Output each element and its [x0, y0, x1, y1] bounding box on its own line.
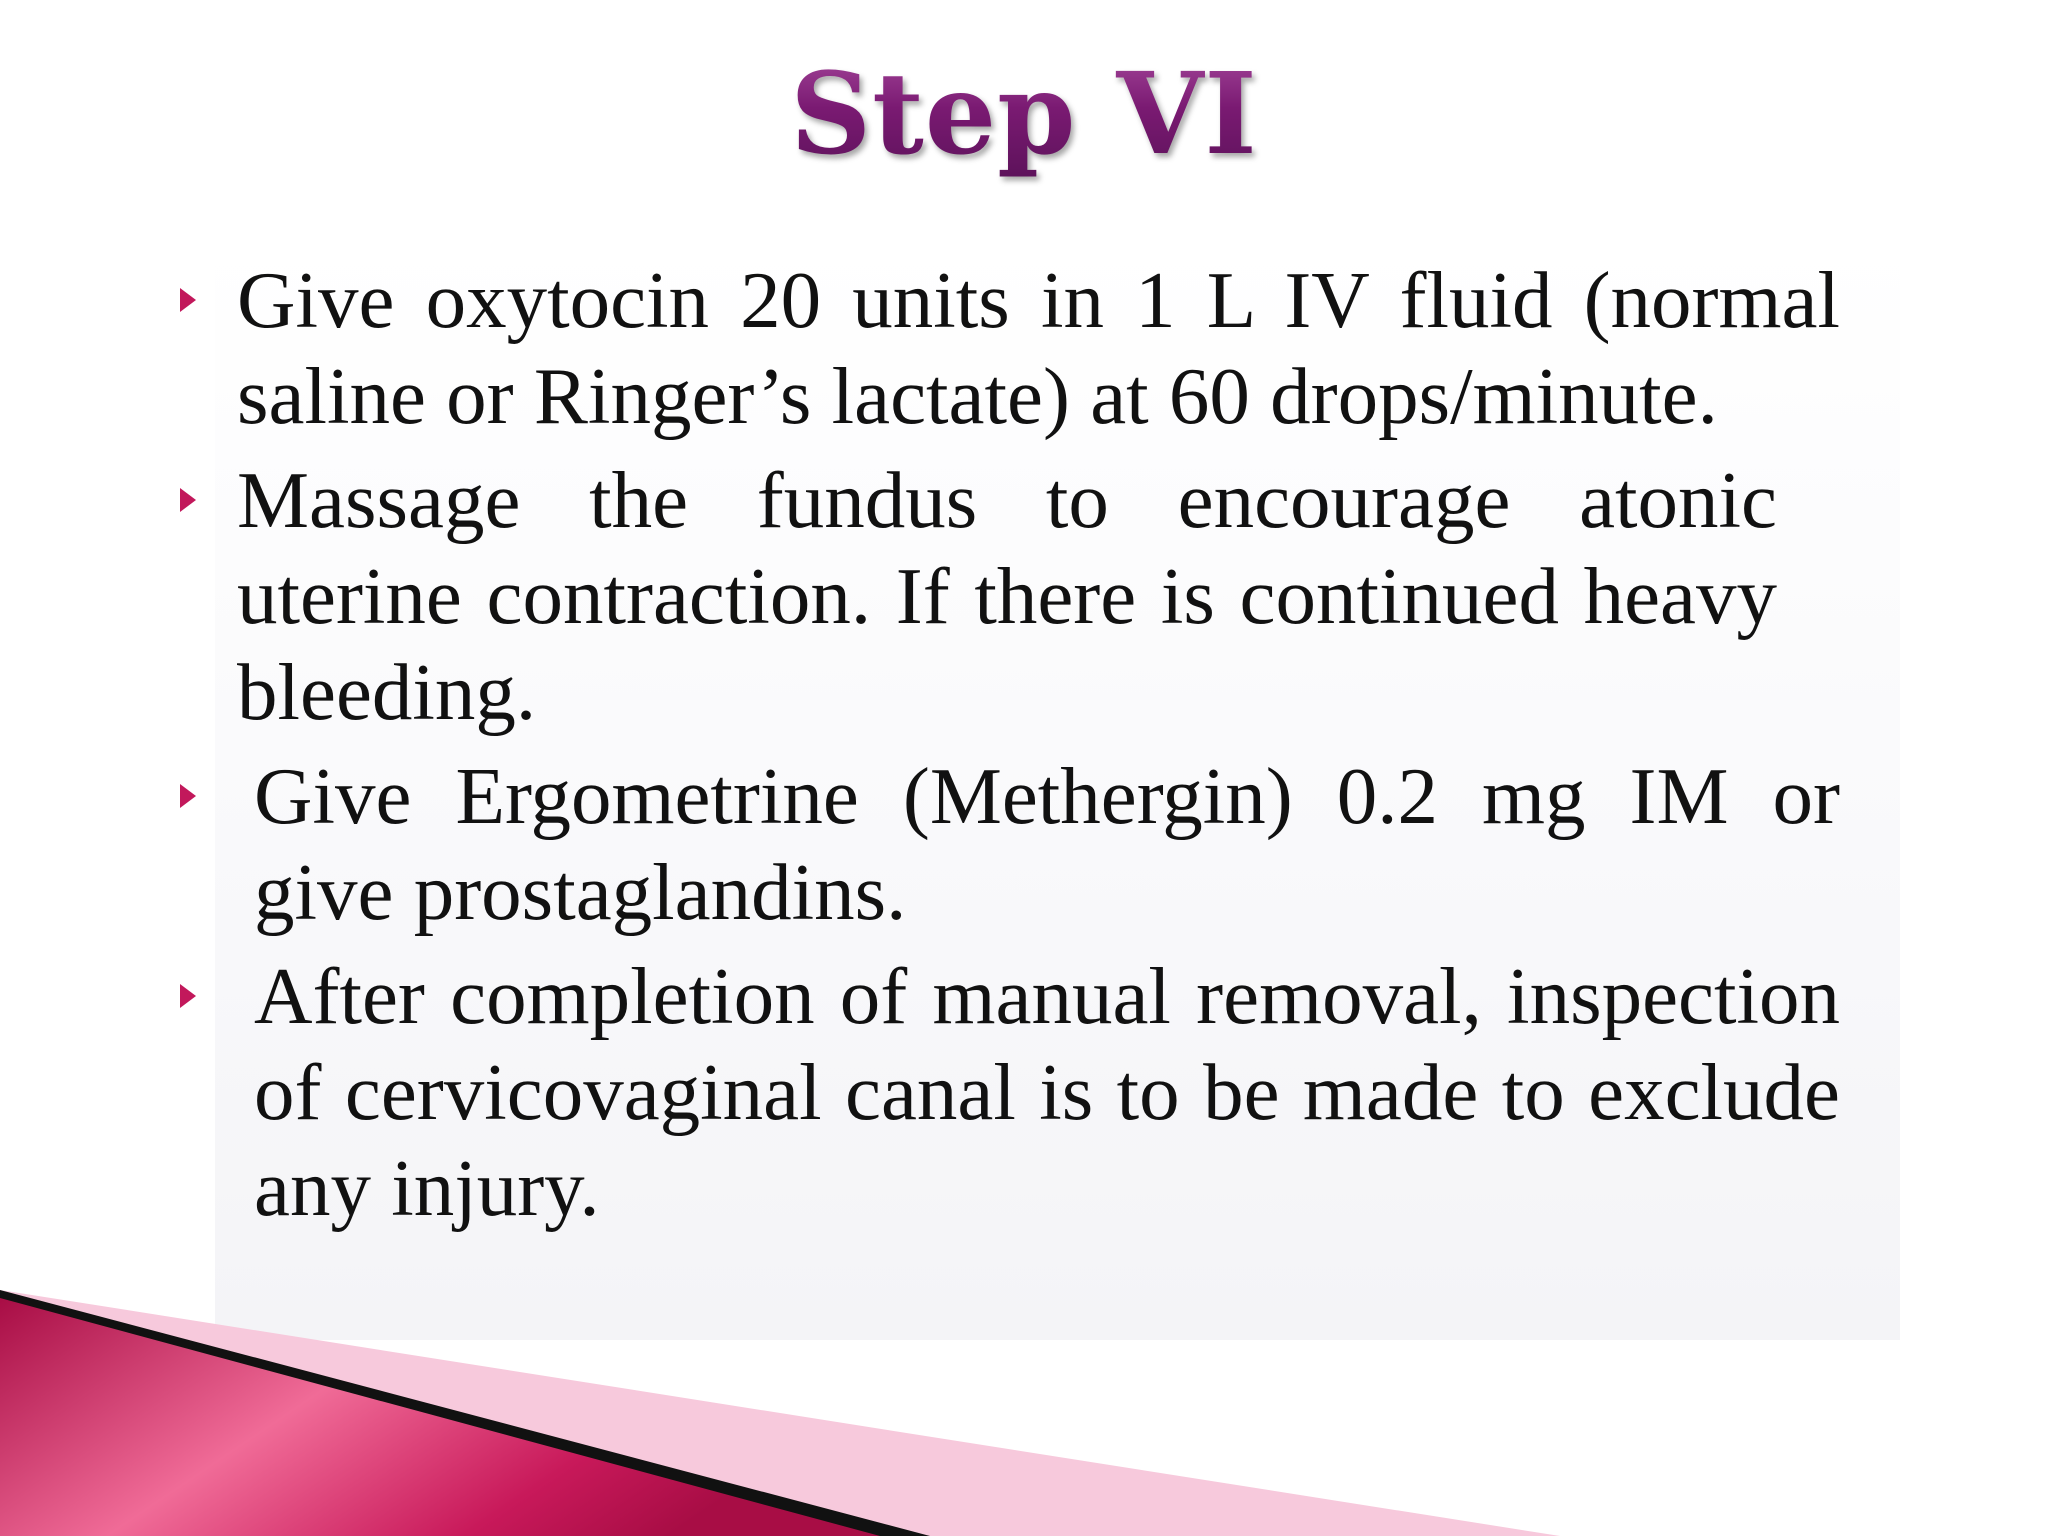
right-triangle-icon [180, 784, 196, 808]
bullet-text-2: Massage the fundus to encourage atonic uterine contraction. If there is continued heavy bleeding. [237, 455, 1777, 737]
bullet-list [180, 252, 1840, 1244]
right-triangle-icon [180, 984, 196, 1008]
slide-title: Step VI [0, 45, 2048, 185]
bullet-text-1: Give oxytocin 20 units in 1 L IV fluid (normal saline or Ringer’s lactate) at 60 drops/minute. [237, 255, 1840, 441]
bullet-item-3 [180, 748, 1840, 940]
right-triangle-icon [180, 488, 196, 512]
corner-decoration [0, 1290, 2048, 1536]
bullet-item-1 [180, 252, 1840, 444]
bullet-item-4 [180, 948, 1840, 1236]
bullet-item-2 [180, 452, 1777, 740]
bullet-text-4: After completion of manual removal, inspection of cervicovaginal canal is to be made to exclude any injury. [254, 951, 1840, 1233]
bullet-text-3: Give Ergometrine (Methergin) 0.2 mg IM or give prostaglandins. [254, 751, 1840, 937]
right-triangle-icon [180, 288, 196, 312]
